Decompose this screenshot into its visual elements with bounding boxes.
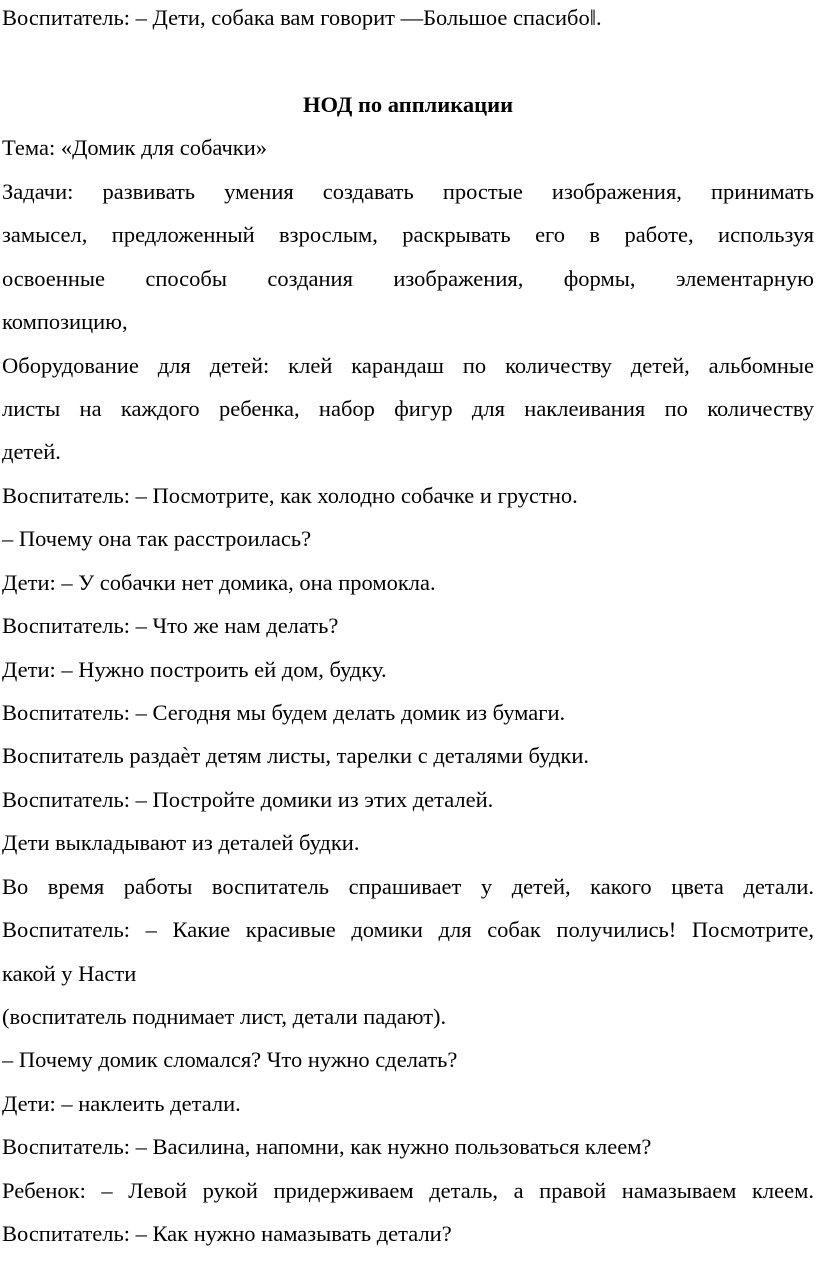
dialogue-line: Воспитатель: – Сегодня мы будем делать домик из бумаги. — [2, 700, 566, 725]
tasks-line: замысел, предложенный взрослым, раскрывать его в работе, используя — [2, 222, 814, 247]
dialogue-line: Дети: – наклеить детали. — [2, 1091, 241, 1116]
dialogue-line: Воспитатель: – Постройте домики из этих деталей. — [2, 787, 494, 812]
dialogue-line: Дети: – Нужно построить ей дом, будку. — [2, 657, 387, 682]
narration-line: Дети выкладывают из деталей будки. — [2, 830, 360, 855]
section-heading: НОД по аппликации — [302, 92, 514, 117]
equipment-line: листы на каждого ребенка, набор фигур для наклеивания по количеству — [2, 396, 814, 421]
dialogue-line: – Почему она так расстроилась? — [2, 526, 312, 551]
dialogue-line: Дети: – У собачки нет домика, она промокла. — [2, 570, 436, 595]
tasks-line: композицию, — [2, 309, 128, 334]
equipment-line: детей. — [2, 439, 61, 464]
dialogue-line: Воспитатель: – Какие красивые домики для собак получились! Посмотрите, — [2, 917, 814, 942]
dialogue-line: – Почему домик сломался? Что нужно сделать? — [2, 1047, 458, 1072]
dialogue-line: Воспитатель: – Как нужно намазывать детали? — [2, 1221, 452, 1246]
tasks-line: Задачи: развивать умения создавать простые изображения, принимать — [2, 179, 814, 204]
dialogue-line: какой у Насти — [2, 961, 137, 986]
dialogue-line: Воспитатель: – Посмотрите, как холодно собачке и грустно. — [2, 483, 578, 508]
narration-line: Во время работы воспитатель спрашивает у детей, какого цвета детали. — [2, 874, 814, 899]
dialogue-line: Воспитатель: – Дети, собака вам говорит ―Большое спасибо‖. — [2, 5, 602, 30]
tasks-line: освоенные способы создания изображения, формы, элементарную — [2, 266, 814, 291]
dialogue-line: Воспитатель: – Что же нам делать? — [2, 613, 339, 638]
narration-line: Воспитатель раздаѐт детям листы, тарелки с деталями будки. — [2, 743, 590, 768]
dialogue-line: Ребенок: – Левой рукой придерживаем деталь, а правой намазываем клеем. — [2, 1178, 814, 1203]
narration-line: (воспитатель поднимает лист, детали падают). — [2, 1004, 447, 1029]
equipment-line: Оборудование для детей: клей карандаш по количеству детей, альбомные — [2, 353, 814, 378]
dialogue-line: Воспитатель: – Василина, напомни, как нужно пользоваться клеем? — [2, 1134, 652, 1159]
topic-line: Тема: «Домик для собачки» — [2, 135, 268, 160]
